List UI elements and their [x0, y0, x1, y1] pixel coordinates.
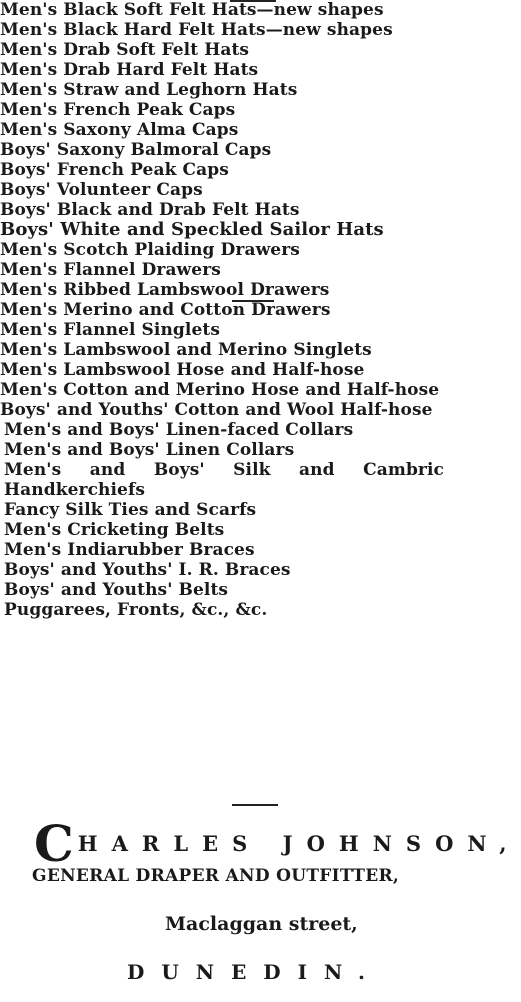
hosiery-list — [0, 240, 476, 620]
hosiery-item: Men's Ribbed Lambswool Drawers — [0, 280, 330, 300]
hats-item: Boys' Volunteer Caps — [0, 180, 203, 200]
hosiery-item: Boys' and Youths' I. R. Braces — [4, 560, 291, 580]
merchant-name-initial: C — [34, 814, 74, 873]
hats-list — [0, 0, 476, 240]
hosiery-item: Fancy Silk Ties and Scarfs — [4, 500, 257, 520]
hats-item: Men's Black Soft Felt Hats—new shapes — [0, 0, 384, 20]
hats-item: Men's Black Hard Felt Hats—new shapes — [0, 20, 393, 40]
hats-item: Men's Drab Soft Felt Hats — [0, 40, 250, 60]
merchant-name — [34, 814, 521, 873]
merchant-name-rest: HARLES JOHNSON, — [77, 831, 521, 856]
hats-item: Men's French Peak Caps — [0, 100, 236, 120]
hosiery-item: Boys' and Youths' Belts — [4, 580, 229, 600]
hosiery-item: Men's Lambswool and Merino Singlets — [0, 340, 372, 360]
hosiery-item: Men's Scotch Plaiding Drawers — [0, 240, 300, 260]
hosiery-item: Men's Flannel Drawers — [0, 260, 221, 280]
hosiery-item: Puggarees, Fronts, &c., &c. — [4, 600, 268, 620]
hosiery-item: Men's Lambswool Hose and Half-hose — [0, 360, 365, 380]
hosiery-item: Men's Merino and Cotton Drawers — [0, 300, 331, 320]
hosiery-item: Men's Indiarubber Braces — [4, 540, 255, 560]
hats-item: Men's Straw and Leghorn Hats — [0, 80, 298, 100]
hats-item: Boys' French Peak Caps — [0, 160, 229, 180]
hats-item: Boys' Black and Drab Felt Hats — [0, 200, 300, 220]
hats-item: Men's Drab Hard Felt Hats — [0, 60, 259, 80]
footer-divider — [232, 804, 278, 806]
hosiery-item: Men's Flannel Singlets — [0, 320, 221, 340]
hats-item: Boys' Saxony Balmoral Caps — [0, 140, 272, 160]
hats-item: Boys' White and Speckled Sailor Hats — [0, 219, 384, 240]
merchant-street: Maclaggan street, — [165, 913, 358, 935]
merchant-occupation: GENERAL DRAPER AND OUTFITTER, — [32, 866, 400, 886]
hosiery-item: Men's Cotton and Merino Hose and Half-hose — [0, 380, 440, 400]
hosiery-item: Boys' and Youths' Cotton and Wool Half-hose — [0, 400, 433, 420]
hosiery-item: Men's and Boys' Linen Collars — [4, 440, 295, 460]
hosiery-item: Men's and Boys' Linen-faced Collars — [4, 420, 354, 440]
hosiery-item: Men's and Boys' Silk and Cambric Handkerchiefs — [4, 460, 444, 500]
hats-item: Men's Saxony Alma Caps — [0, 120, 239, 140]
hosiery-item: Men's Cricketing Belts — [4, 520, 225, 540]
merchant-city: DUNEDIN. — [127, 960, 382, 984]
